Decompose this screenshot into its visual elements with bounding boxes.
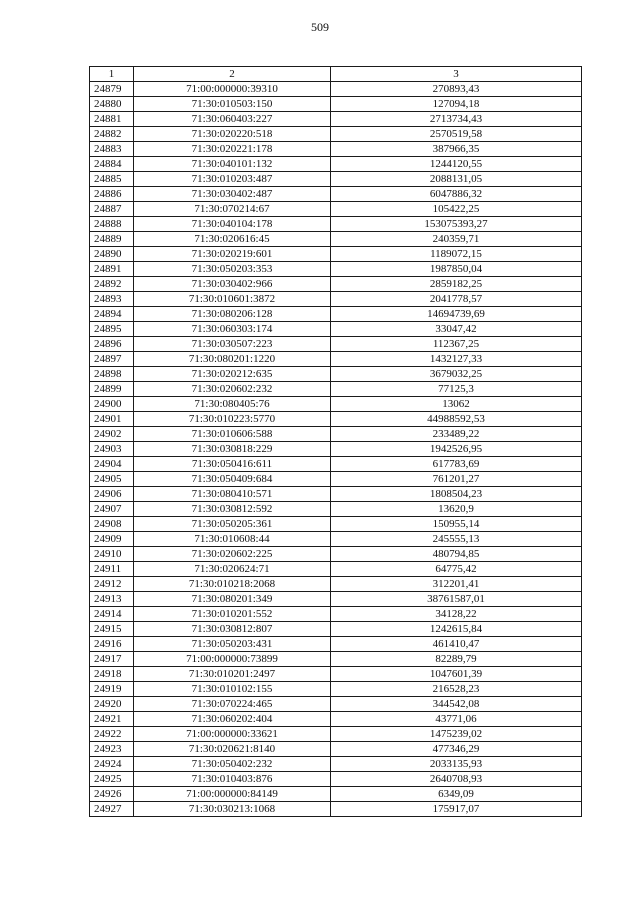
table-row — [90, 637, 582, 652]
table-row — [90, 307, 582, 322]
row-number-cell: 24927 — [90, 802, 134, 817]
value-cell: 461410,47 — [331, 637, 582, 652]
value-cell: 153075393,27 — [331, 217, 582, 232]
value-cell: 387966,35 — [331, 142, 582, 157]
cadastral-number-cell: 71:30:010201:552 — [134, 607, 331, 622]
table-row — [90, 622, 582, 637]
table-row — [90, 292, 582, 307]
table-row — [90, 412, 582, 427]
row-number-cell: 24903 — [90, 442, 134, 457]
row-number-cell: 24917 — [90, 652, 134, 667]
table-row — [90, 697, 582, 712]
cadastral-number-cell: 71:30:020221:178 — [134, 142, 331, 157]
cadastral-number-cell: 71:30:080206:128 — [134, 307, 331, 322]
cadastral-number-cell: 71:30:010503:150 — [134, 97, 331, 112]
cadastral-number-cell: 71:30:020602:232 — [134, 382, 331, 397]
cadastral-number-cell: 71:00:000000:84149 — [134, 787, 331, 802]
row-number-cell: 24881 — [90, 112, 134, 127]
cadastral-number-cell: 71:30:030812:807 — [134, 622, 331, 637]
row-number-cell: 24925 — [90, 772, 134, 787]
cadastral-number-cell: 71:30:070224:465 — [134, 697, 331, 712]
table-row — [90, 787, 582, 802]
cadastral-number-cell: 71:30:080201:1220 — [134, 352, 331, 367]
row-number-cell: 24909 — [90, 532, 134, 547]
value-cell: 150955,14 — [331, 517, 582, 532]
table-row — [90, 712, 582, 727]
value-cell: 127094,18 — [331, 97, 582, 112]
column-header-3: 3 — [331, 67, 582, 82]
row-number-cell: 24900 — [90, 397, 134, 412]
row-number-cell: 24890 — [90, 247, 134, 262]
row-number-cell: 24891 — [90, 262, 134, 277]
table-row — [90, 562, 582, 577]
row-number-cell: 24923 — [90, 742, 134, 757]
row-number-cell: 24918 — [90, 667, 134, 682]
cadastral-number-cell: 71:30:030402:487 — [134, 187, 331, 202]
cadastral-number-cell: 71:30:010218:2068 — [134, 577, 331, 592]
row-number-cell: 24889 — [90, 232, 134, 247]
column-header-2: 2 — [134, 67, 331, 82]
table-row — [90, 187, 582, 202]
table-row — [90, 262, 582, 277]
table-row — [90, 517, 582, 532]
row-number-cell: 24905 — [90, 472, 134, 487]
value-cell: 14694739,69 — [331, 307, 582, 322]
value-cell: 312201,41 — [331, 577, 582, 592]
cadastral-number-cell: 71:30:030812:592 — [134, 502, 331, 517]
table-row — [90, 487, 582, 502]
row-number-cell: 24898 — [90, 367, 134, 382]
value-cell: 617783,69 — [331, 457, 582, 472]
cadastral-number-cell: 71:30:010223:5770 — [134, 412, 331, 427]
row-number-cell: 24894 — [90, 307, 134, 322]
table-row — [90, 667, 582, 682]
table-row — [90, 322, 582, 337]
cadastral-number-cell: 71:30:010203:487 — [134, 172, 331, 187]
cadastral-number-cell: 71:30:060303:174 — [134, 322, 331, 337]
cadastral-number-cell: 71:30:020602:225 — [134, 547, 331, 562]
row-number-cell: 24915 — [90, 622, 134, 637]
cadastral-number-cell: 71:00:000000:73899 — [134, 652, 331, 667]
value-cell: 2088131,05 — [331, 172, 582, 187]
table-row — [90, 127, 582, 142]
table-row — [90, 397, 582, 412]
table-row — [90, 157, 582, 172]
value-cell: 1432127,33 — [331, 352, 582, 367]
row-number-cell: 24893 — [90, 292, 134, 307]
cadastral-number-cell: 71:30:030402:966 — [134, 277, 331, 292]
value-cell: 175917,07 — [331, 802, 582, 817]
table-row — [90, 352, 582, 367]
header-row — [90, 67, 582, 82]
value-cell: 1244120,55 — [331, 157, 582, 172]
value-cell: 6047886,32 — [331, 187, 582, 202]
table-row — [90, 337, 582, 352]
cadastral-number-cell: 71:30:020212:635 — [134, 367, 331, 382]
value-cell: 1047601,39 — [331, 667, 582, 682]
table-row — [90, 247, 582, 262]
value-cell: 13620,9 — [331, 502, 582, 517]
table-row — [90, 502, 582, 517]
cadastral-number-cell: 71:30:060202:404 — [134, 712, 331, 727]
column-header-1: 1 — [90, 67, 134, 82]
table-row — [90, 217, 582, 232]
value-cell: 64775,42 — [331, 562, 582, 577]
value-cell: 1942526,95 — [331, 442, 582, 457]
value-cell: 2570519,58 — [331, 127, 582, 142]
value-cell: 240359,71 — [331, 232, 582, 247]
row-number-cell: 24922 — [90, 727, 134, 742]
value-cell: 480794,85 — [331, 547, 582, 562]
table-row — [90, 142, 582, 157]
row-number-cell: 24899 — [90, 382, 134, 397]
table-row — [90, 772, 582, 787]
value-cell: 1808504,23 — [331, 487, 582, 502]
cadastral-number-cell: 71:30:030818:229 — [134, 442, 331, 457]
row-number-cell: 24910 — [90, 547, 134, 562]
table-row — [90, 232, 582, 247]
cadastral-number-cell: 71:30:020616:45 — [134, 232, 331, 247]
cadastral-number-cell: 71:30:070214:67 — [134, 202, 331, 217]
value-cell: 1242615,84 — [331, 622, 582, 637]
row-number-cell: 24884 — [90, 157, 134, 172]
value-cell: 13062 — [331, 397, 582, 412]
row-number-cell: 24902 — [90, 427, 134, 442]
row-number-cell: 24904 — [90, 457, 134, 472]
cadastral-number-cell: 71:30:050203:353 — [134, 262, 331, 277]
cadastral-number-cell: 71:30:020624:71 — [134, 562, 331, 577]
cadastral-number-cell: 71:30:010601:3872 — [134, 292, 331, 307]
table-row — [90, 457, 582, 472]
cadastral-number-cell: 71:30:020621:8140 — [134, 742, 331, 757]
value-cell: 1189072,15 — [331, 247, 582, 262]
value-cell: 6349,09 — [331, 787, 582, 802]
row-number-cell: 24914 — [90, 607, 134, 622]
cadastral-value-table — [89, 66, 582, 817]
value-cell: 43771,06 — [331, 712, 582, 727]
table-header — [90, 67, 582, 82]
cadastral-number-cell: 71:30:080405:76 — [134, 397, 331, 412]
value-cell: 344542,08 — [331, 697, 582, 712]
cadastral-number-cell: 71:30:080201:349 — [134, 592, 331, 607]
value-cell: 2713734,43 — [331, 112, 582, 127]
table-row — [90, 382, 582, 397]
row-number-cell: 24885 — [90, 172, 134, 187]
value-cell: 112367,25 — [331, 337, 582, 352]
row-number-cell: 24895 — [90, 322, 134, 337]
page-number: 509 — [311, 20, 329, 34]
value-cell: 1475239,02 — [331, 727, 582, 742]
cadastral-number-cell: 71:30:020220:518 — [134, 127, 331, 142]
table-row — [90, 442, 582, 457]
cadastral-number-cell: 71:30:060403:227 — [134, 112, 331, 127]
table-row — [90, 202, 582, 217]
row-number-cell: 24907 — [90, 502, 134, 517]
cadastral-number-cell: 71:30:010102:155 — [134, 682, 331, 697]
row-number-cell: 24919 — [90, 682, 134, 697]
row-number-cell: 24886 — [90, 187, 134, 202]
row-number-cell: 24911 — [90, 562, 134, 577]
cadastral-number-cell: 71:30:010608:44 — [134, 532, 331, 547]
table-row — [90, 742, 582, 757]
row-number-cell: 24912 — [90, 577, 134, 592]
table-row — [90, 277, 582, 292]
row-number-cell: 24879 — [90, 82, 134, 97]
row-number-cell: 24892 — [90, 277, 134, 292]
row-number-cell: 24880 — [90, 97, 134, 112]
cadastral-number-cell: 71:30:030213:1068 — [134, 802, 331, 817]
value-cell: 38761587,01 — [331, 592, 582, 607]
cadastral-number-cell: 71:30:010403:876 — [134, 772, 331, 787]
cadastral-number-cell: 71:00:000000:39310 — [134, 82, 331, 97]
value-cell: 77125,3 — [331, 382, 582, 397]
cadastral-number-cell: 71:30:040101:132 — [134, 157, 331, 172]
cadastral-number-cell: 71:30:010606:588 — [134, 427, 331, 442]
table-row — [90, 112, 582, 127]
value-cell: 2033135,93 — [331, 757, 582, 772]
cadastral-number-cell: 71:30:020219:601 — [134, 247, 331, 262]
value-cell: 761201,27 — [331, 472, 582, 487]
value-cell: 34128,22 — [331, 607, 582, 622]
row-number-cell: 24924 — [90, 757, 134, 772]
row-number-cell: 24908 — [90, 517, 134, 532]
value-cell: 2640708,93 — [331, 772, 582, 787]
table-row — [90, 577, 582, 592]
table-body — [90, 82, 582, 817]
row-number-cell: 24896 — [90, 337, 134, 352]
value-cell: 33047,42 — [331, 322, 582, 337]
table-row — [90, 607, 582, 622]
cadastral-number-cell: 71:30:050416:611 — [134, 457, 331, 472]
row-number-cell: 24883 — [90, 142, 134, 157]
row-number-cell: 24901 — [90, 412, 134, 427]
cadastral-number-cell: 71:30:050203:431 — [134, 637, 331, 652]
row-number-cell: 24888 — [90, 217, 134, 232]
cadastral-number-cell: 71:00:000000:33621 — [134, 727, 331, 742]
row-number-cell: 24921 — [90, 712, 134, 727]
table-row — [90, 367, 582, 382]
row-number-cell: 24882 — [90, 127, 134, 142]
table-row — [90, 532, 582, 547]
table-row — [90, 592, 582, 607]
value-cell: 2041778,57 — [331, 292, 582, 307]
value-cell: 216528,23 — [331, 682, 582, 697]
table-row — [90, 97, 582, 112]
table-row — [90, 472, 582, 487]
table-row — [90, 802, 582, 817]
table-row — [90, 82, 582, 97]
table-row — [90, 652, 582, 667]
value-cell: 105422,25 — [331, 202, 582, 217]
table-row — [90, 547, 582, 562]
row-number-cell: 24920 — [90, 697, 134, 712]
cadastral-number-cell: 71:30:010201:2497 — [134, 667, 331, 682]
cadastral-number-cell: 71:30:050205:361 — [134, 517, 331, 532]
value-cell: 245555,13 — [331, 532, 582, 547]
table-row — [90, 682, 582, 697]
row-number-cell: 24913 — [90, 592, 134, 607]
value-cell: 233489,22 — [331, 427, 582, 442]
value-cell: 1987850,04 — [331, 262, 582, 277]
row-number-cell: 24887 — [90, 202, 134, 217]
value-cell: 3679032,25 — [331, 367, 582, 382]
table-row — [90, 427, 582, 442]
cadastral-number-cell: 71:30:050402:232 — [134, 757, 331, 772]
row-number-cell: 24906 — [90, 487, 134, 502]
cadastral-number-cell: 71:30:040104:178 — [134, 217, 331, 232]
table-row — [90, 727, 582, 742]
row-number-cell: 24897 — [90, 352, 134, 367]
cadastral-number-cell: 71:30:080410:571 — [134, 487, 331, 502]
row-number-cell: 24916 — [90, 637, 134, 652]
value-cell: 270893,43 — [331, 82, 582, 97]
value-cell: 82289,79 — [331, 652, 582, 667]
cadastral-number-cell: 71:30:030507:223 — [134, 337, 331, 352]
table-row — [90, 757, 582, 772]
row-number-cell: 24926 — [90, 787, 134, 802]
table-row — [90, 172, 582, 187]
value-cell: 44988592,53 — [331, 412, 582, 427]
value-cell: 2859182,25 — [331, 277, 582, 292]
value-cell: 477346,29 — [331, 742, 582, 757]
cadastral-number-cell: 71:30:050409:684 — [134, 472, 331, 487]
